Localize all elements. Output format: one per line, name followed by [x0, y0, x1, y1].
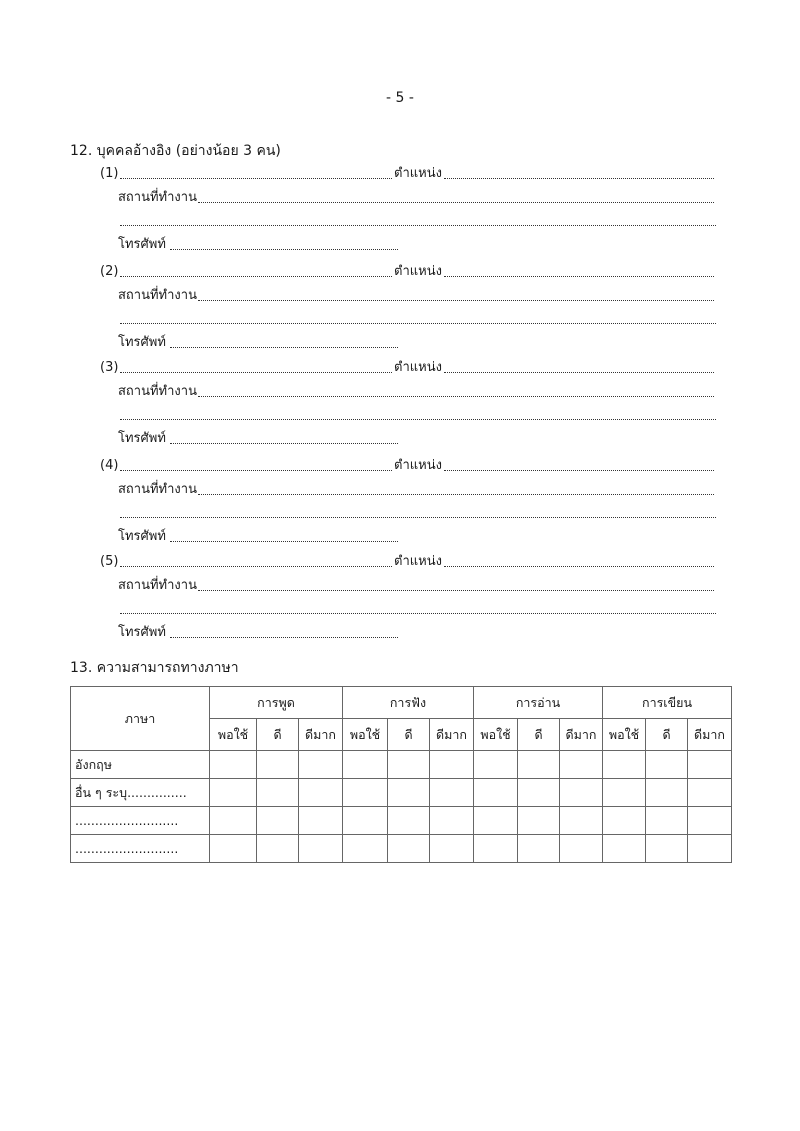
section-13-title: 13. ความสามารถทางภาษา — [70, 660, 239, 676]
proficiency-cell[interactable] — [257, 751, 299, 779]
proficiency-cell[interactable] — [646, 835, 688, 863]
level-header-reading: ดีมาก — [560, 719, 603, 751]
level-header-writing: ดีมาก — [688, 719, 732, 751]
proficiency-cell[interactable] — [518, 751, 560, 779]
position-label: ตำแหน่ง — [394, 360, 442, 375]
reference-workplace-field-continued[interactable] — [120, 419, 716, 420]
workplace-label: สถานที่ทำงาน — [118, 578, 197, 593]
proficiency-cell[interactable] — [257, 835, 299, 863]
proficiency-cell[interactable] — [603, 807, 646, 835]
level-header-listening: ดี — [388, 719, 430, 751]
position-label: ตำแหน่ง — [394, 166, 442, 181]
proficiency-cell[interactable] — [603, 751, 646, 779]
language-ability-table — [70, 686, 732, 863]
reference-workplace-field[interactable] — [198, 590, 714, 591]
proficiency-cell[interactable] — [388, 835, 430, 863]
skill-header-reading: การอ่าน — [474, 687, 603, 719]
phone-label: โทรศัพท์ — [118, 529, 166, 544]
reference-name-field[interactable] — [120, 470, 392, 471]
reference-workplace-field-continued[interactable] — [120, 517, 716, 518]
workplace-label: สถานที่ทำงาน — [118, 384, 197, 399]
level-header-writing: พอใช้ — [603, 719, 646, 751]
proficiency-cell[interactable] — [474, 779, 518, 807]
phone-label: โทรศัพท์ — [118, 335, 166, 350]
proficiency-cell[interactable] — [474, 751, 518, 779]
reference-position-field[interactable] — [444, 566, 714, 567]
proficiency-cell[interactable] — [343, 835, 388, 863]
phone-label: โทรศัพท์ — [118, 431, 166, 446]
level-header-writing: ดี — [646, 719, 688, 751]
phone-label: โทรศัพท์ — [118, 625, 166, 640]
proficiency-cell[interactable] — [430, 807, 474, 835]
reference-phone-field[interactable] — [170, 249, 398, 250]
proficiency-cell[interactable] — [603, 779, 646, 807]
reference-name-field[interactable] — [120, 178, 392, 179]
proficiency-cell[interactable] — [560, 807, 603, 835]
reference-number: (1) — [100, 166, 119, 181]
proficiency-cell[interactable] — [343, 807, 388, 835]
section-12-title: 12. บุคคลอ้างอิง (อย่างน้อย 3 คน) — [70, 143, 281, 159]
language-header: ภาษา — [71, 687, 210, 751]
proficiency-cell[interactable] — [646, 807, 688, 835]
proficiency-cell[interactable] — [518, 807, 560, 835]
language-name: อื่น ๆ ระบุ............... — [71, 779, 210, 807]
reference-position-field[interactable] — [444, 178, 714, 179]
skill-header-listening: การฟัง — [343, 687, 474, 719]
position-label: ตำแหน่ง — [394, 264, 442, 279]
reference-workplace-field-continued[interactable] — [120, 613, 716, 614]
proficiency-cell[interactable] — [299, 835, 343, 863]
proficiency-cell[interactable] — [474, 835, 518, 863]
reference-number: (4) — [100, 458, 119, 473]
reference-number: (5) — [100, 554, 119, 569]
proficiency-cell[interactable] — [646, 751, 688, 779]
proficiency-cell[interactable] — [430, 835, 474, 863]
reference-position-field[interactable] — [444, 276, 714, 277]
level-header-speaking: พอใช้ — [210, 719, 257, 751]
skill-header-writing: การเขียน — [603, 687, 732, 719]
proficiency-cell[interactable] — [388, 807, 430, 835]
proficiency-cell[interactable] — [688, 835, 732, 863]
language-row — [71, 751, 732, 779]
level-header-reading: ดี — [518, 719, 560, 751]
language-row — [71, 835, 732, 863]
reference-name-field[interactable] — [120, 566, 392, 567]
workplace-label: สถานที่ทำงาน — [118, 190, 197, 205]
workplace-label: สถานที่ทำงาน — [118, 288, 197, 303]
reference-position-field[interactable] — [444, 470, 714, 471]
reference-position-field[interactable] — [444, 372, 714, 373]
phone-label: โทรศัพท์ — [118, 237, 166, 252]
proficiency-cell[interactable] — [210, 807, 257, 835]
position-label: ตำแหน่ง — [394, 554, 442, 569]
proficiency-cell[interactable] — [518, 835, 560, 863]
level-header-reading: พอใช้ — [474, 719, 518, 751]
reference-workplace-field[interactable] — [198, 396, 714, 397]
proficiency-cell[interactable] — [560, 751, 603, 779]
reference-name-field[interactable] — [120, 372, 392, 373]
reference-number: (2) — [100, 264, 119, 279]
proficiency-cell[interactable] — [688, 807, 732, 835]
proficiency-cell[interactable] — [210, 835, 257, 863]
level-header-speaking: ดี — [257, 719, 299, 751]
reference-workplace-field-continued[interactable] — [120, 225, 716, 226]
proficiency-cell[interactable] — [299, 807, 343, 835]
reference-number: (3) — [100, 360, 119, 375]
proficiency-cell[interactable] — [518, 779, 560, 807]
proficiency-cell[interactable] — [343, 779, 388, 807]
proficiency-cell[interactable] — [388, 779, 430, 807]
reference-phone-field[interactable] — [170, 443, 398, 444]
reference-phone-field[interactable] — [170, 347, 398, 348]
reference-workplace-field[interactable] — [198, 494, 714, 495]
position-label: ตำแหน่ง — [394, 458, 442, 473]
proficiency-cell[interactable] — [388, 751, 430, 779]
proficiency-cell[interactable] — [560, 835, 603, 863]
reference-name-field[interactable] — [120, 276, 392, 277]
level-header-speaking: ดีมาก — [299, 719, 343, 751]
proficiency-cell[interactable] — [560, 779, 603, 807]
proficiency-cell[interactable] — [299, 751, 343, 779]
proficiency-cell[interactable] — [646, 779, 688, 807]
proficiency-cell[interactable] — [474, 807, 518, 835]
proficiency-cell[interactable] — [257, 807, 299, 835]
reference-phone-field[interactable] — [170, 541, 398, 542]
level-header-listening: ดีมาก — [430, 719, 474, 751]
proficiency-cell[interactable] — [343, 751, 388, 779]
proficiency-cell[interactable] — [430, 751, 474, 779]
language-name: .......................... — [71, 835, 210, 863]
proficiency-cell[interactable] — [688, 751, 732, 779]
language-name: .......................... — [71, 807, 210, 835]
reference-workplace-field[interactable] — [198, 202, 714, 203]
proficiency-cell[interactable] — [210, 779, 257, 807]
proficiency-cell[interactable] — [688, 779, 732, 807]
proficiency-cell[interactable] — [299, 779, 343, 807]
workplace-label: สถานที่ทำงาน — [118, 482, 197, 497]
reference-workplace-field[interactable] — [198, 300, 714, 301]
reference-phone-field[interactable] — [170, 637, 398, 638]
language-name: อังกฤษ — [71, 751, 210, 779]
reference-workplace-field-continued[interactable] — [120, 323, 716, 324]
level-header-listening: พอใช้ — [343, 719, 388, 751]
proficiency-cell[interactable] — [257, 779, 299, 807]
proficiency-cell[interactable] — [603, 835, 646, 863]
skill-header-speaking: การพูด — [210, 687, 343, 719]
proficiency-cell[interactable] — [430, 779, 474, 807]
page-number: - 5 - — [386, 90, 414, 106]
proficiency-cell[interactable] — [210, 751, 257, 779]
language-row — [71, 779, 732, 807]
language-row — [71, 807, 732, 835]
